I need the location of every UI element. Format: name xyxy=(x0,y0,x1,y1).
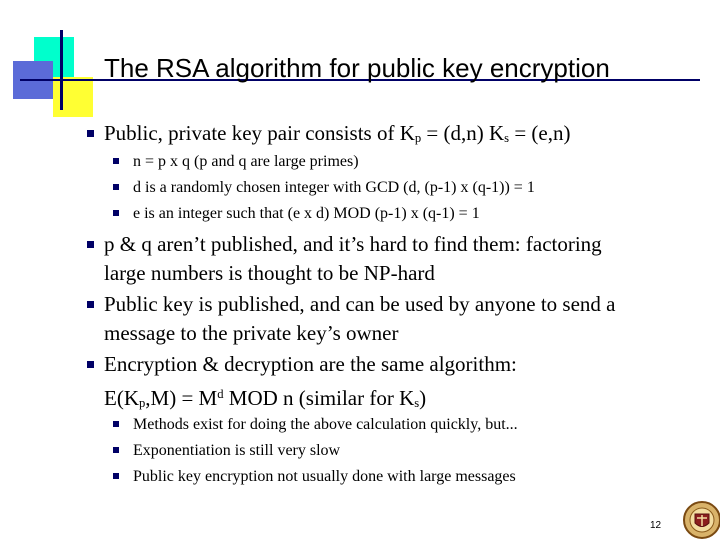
sub-bullet-d: d is a randomly chosen integer with GCD (d, (p-1) x (q-1)) = 1 xyxy=(133,179,535,196)
sub-bullet-marker xyxy=(113,447,119,453)
bullet-encryption-formula: $E(K_p,M) = M^d$ MOD n (similar for $K_s$) xyxy=(104,386,427,410)
university-seal-icon xyxy=(682,500,720,540)
bullet-encryption-line1: Encryption & decryption are the same algorithm: xyxy=(104,352,517,376)
bullet-factoring-line1: p & q aren’t published, and it’s hard to find them: factoring xyxy=(104,232,602,256)
sub-bullet-methods: Methods exist for doing the above calculation quickly, but... xyxy=(133,416,518,433)
bullet-key-pair: Public, private key pair consists of $K_p = (d,n) K_s = (e,n)$ xyxy=(104,121,571,145)
sub-bullet-exponentiation: Exponentiation is still very slow xyxy=(133,442,341,459)
bullet-marker xyxy=(87,301,94,308)
page-number: 12 xyxy=(650,520,662,531)
sub-bullet-n: n = p x q (p and q are large primes) xyxy=(133,153,359,170)
sub-bullet-marker xyxy=(113,421,119,427)
sub-bullet-e: e is an integer such that (e x d) MOD (p-1) x (q-1) = 1 xyxy=(133,205,480,222)
sub-bullet-marker xyxy=(113,184,119,190)
sub-bullet-marker xyxy=(113,473,119,479)
decor-square-yellow xyxy=(53,77,93,117)
bullet-public-key-line2: message to the private key’s owner xyxy=(104,321,399,345)
decor-vertical-line xyxy=(60,30,63,110)
sub-bullet-marker xyxy=(113,158,119,164)
slide-title: The RSA algorithm for public key encryption xyxy=(104,53,610,83)
bullet-marker xyxy=(87,241,94,248)
sub-bullet-large-messages: Public key encryption not usually done with large messages xyxy=(133,468,516,485)
bullet-marker xyxy=(87,130,94,137)
bullet-marker xyxy=(87,361,94,368)
bullet-factoring-line2: large numbers is thought to be NP-hard xyxy=(104,261,435,285)
bullet-public-key-line1: Public key is published, and can be used by anyone to send a xyxy=(104,292,616,316)
sub-bullet-marker xyxy=(113,210,119,216)
